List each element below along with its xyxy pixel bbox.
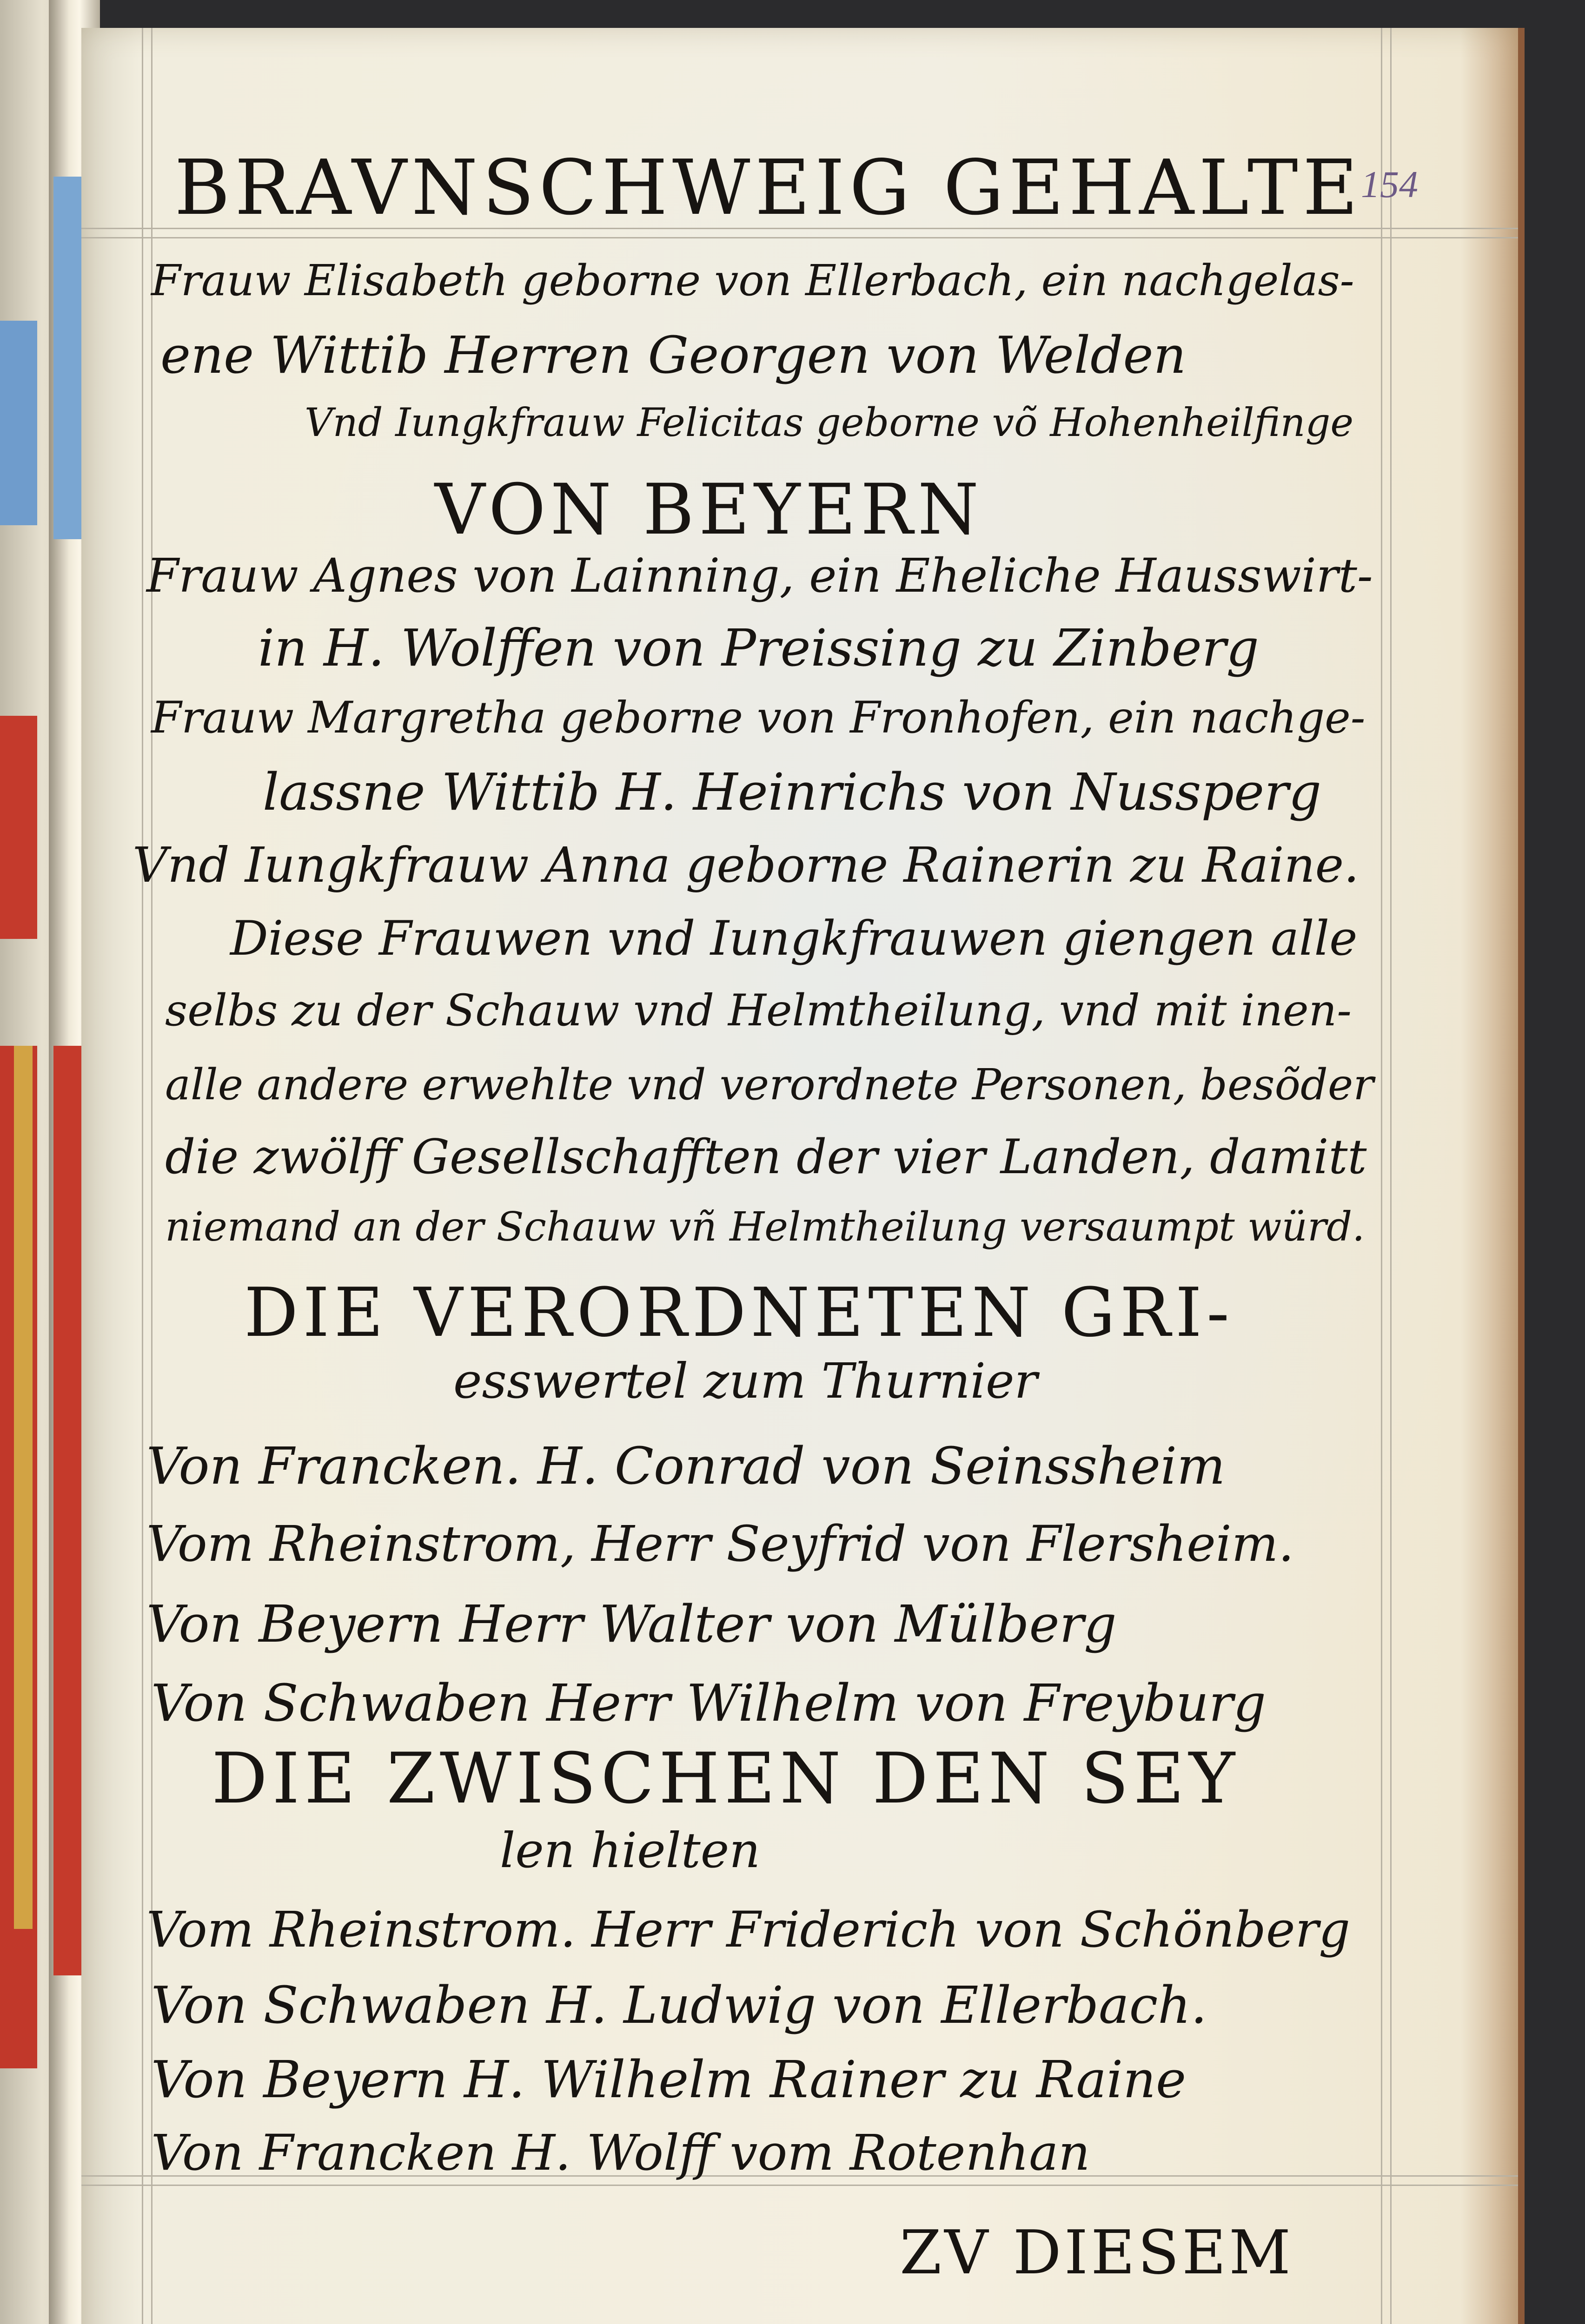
list1-item-4: Von Schwaben Herr Wilhelm von Freyburg	[151, 1673, 1266, 1733]
text-line-11: alle andere erwehlte vnd verordnete Personen, besõder	[165, 1060, 1374, 1109]
text-line-12: die zwölff Gesellschafften der vier Landen, damitt	[165, 1129, 1367, 1185]
text-line-7: lassne Wittib H. Heinrichs von Nussperg	[263, 762, 1322, 822]
text-line-13: niemand an der Schauw vñ Helmtheilung versaumpt würd.	[165, 1204, 1365, 1250]
text-line-4: Frauw Agnes von Lainning, ein Eheliche Hausswirt-	[146, 548, 1373, 603]
list1-item-2: Vom Rheinstrom, Herr Seyfrid von Flersheim.	[146, 1515, 1294, 1572]
heading-zwischen: DIE ZWISCHEN DEN SEY	[212, 1738, 1240, 1819]
text-line-3: Vnd Iungkfrauw Felicitas geborne võ Hohenheilfinge	[305, 400, 1354, 445]
text-line-6: Frauw Margretha geborne von Fronhofen, ein nachge-	[151, 693, 1366, 743]
list2-item-4: Von Francken H. Wolff vom Rotenhan	[151, 2124, 1090, 2181]
illumination-fragment-red	[0, 716, 37, 939]
illumination-fragment-gold	[14, 1046, 33, 1929]
text-line-14: esswertel zum Thurnier	[453, 1353, 1038, 1409]
ruling-line-right-outer	[1390, 28, 1392, 2324]
ruling-line-left-outer	[142, 28, 143, 2324]
illumination-fragment-blue	[0, 321, 37, 525]
text-line-10: selbs zu der Schauw vnd Helmtheilung, vnd mit inen-	[165, 985, 1352, 1036]
heading-verordneten: DIE VERORDNETEN GRI-	[244, 1274, 1234, 1352]
text-line-5: in H. Wolffen von Preissing zu Zinberg	[258, 618, 1259, 678]
heading-von-beyern: VON BEYERN	[435, 469, 984, 550]
ruling-line-top-2	[81, 237, 1518, 238]
text-line-2: ene Wittib Herren Georgen von Welden	[160, 325, 1187, 385]
catchword: ZV DIESEM	[900, 2217, 1294, 2288]
folio-number: 154	[1361, 163, 1418, 205]
ruling-line-bottom-2	[81, 2185, 1518, 2186]
text-line-9: Diese Frauwen vnd Iungkfrauwen giengen alle	[230, 911, 1358, 966]
heading-top: BRAVNSCHWEIG GEHALTE	[174, 144, 1363, 232]
list1-item-3: Von Beyern Herr Walter von Mülberg	[146, 1594, 1117, 1654]
manuscript-page	[81, 28, 1525, 2324]
ruling-line-right-inner	[1381, 28, 1382, 2324]
list1-item-1: Von Francken. H. Conrad von Seinssheim	[146, 1436, 1226, 1496]
text-line-1: Frauw Elisabeth geborne von Ellerbach, ein nachgelas-	[151, 256, 1354, 305]
list2-item-2: Von Schwaben H. Ludwig von Ellerbach.	[151, 1975, 1207, 2035]
list2-item-1: Vom Rheinstrom. Herr Friderich von Schönberg	[146, 1901, 1351, 1958]
text-line-15: len hielten	[500, 1822, 761, 1879]
text-line-8: Vnd Iungkfrauw Anna geborne Rainerin zu Raine.	[133, 837, 1360, 893]
list2-item-3: Von Beyern H. Wilhelm Rainer zu Raine	[151, 2050, 1187, 2109]
